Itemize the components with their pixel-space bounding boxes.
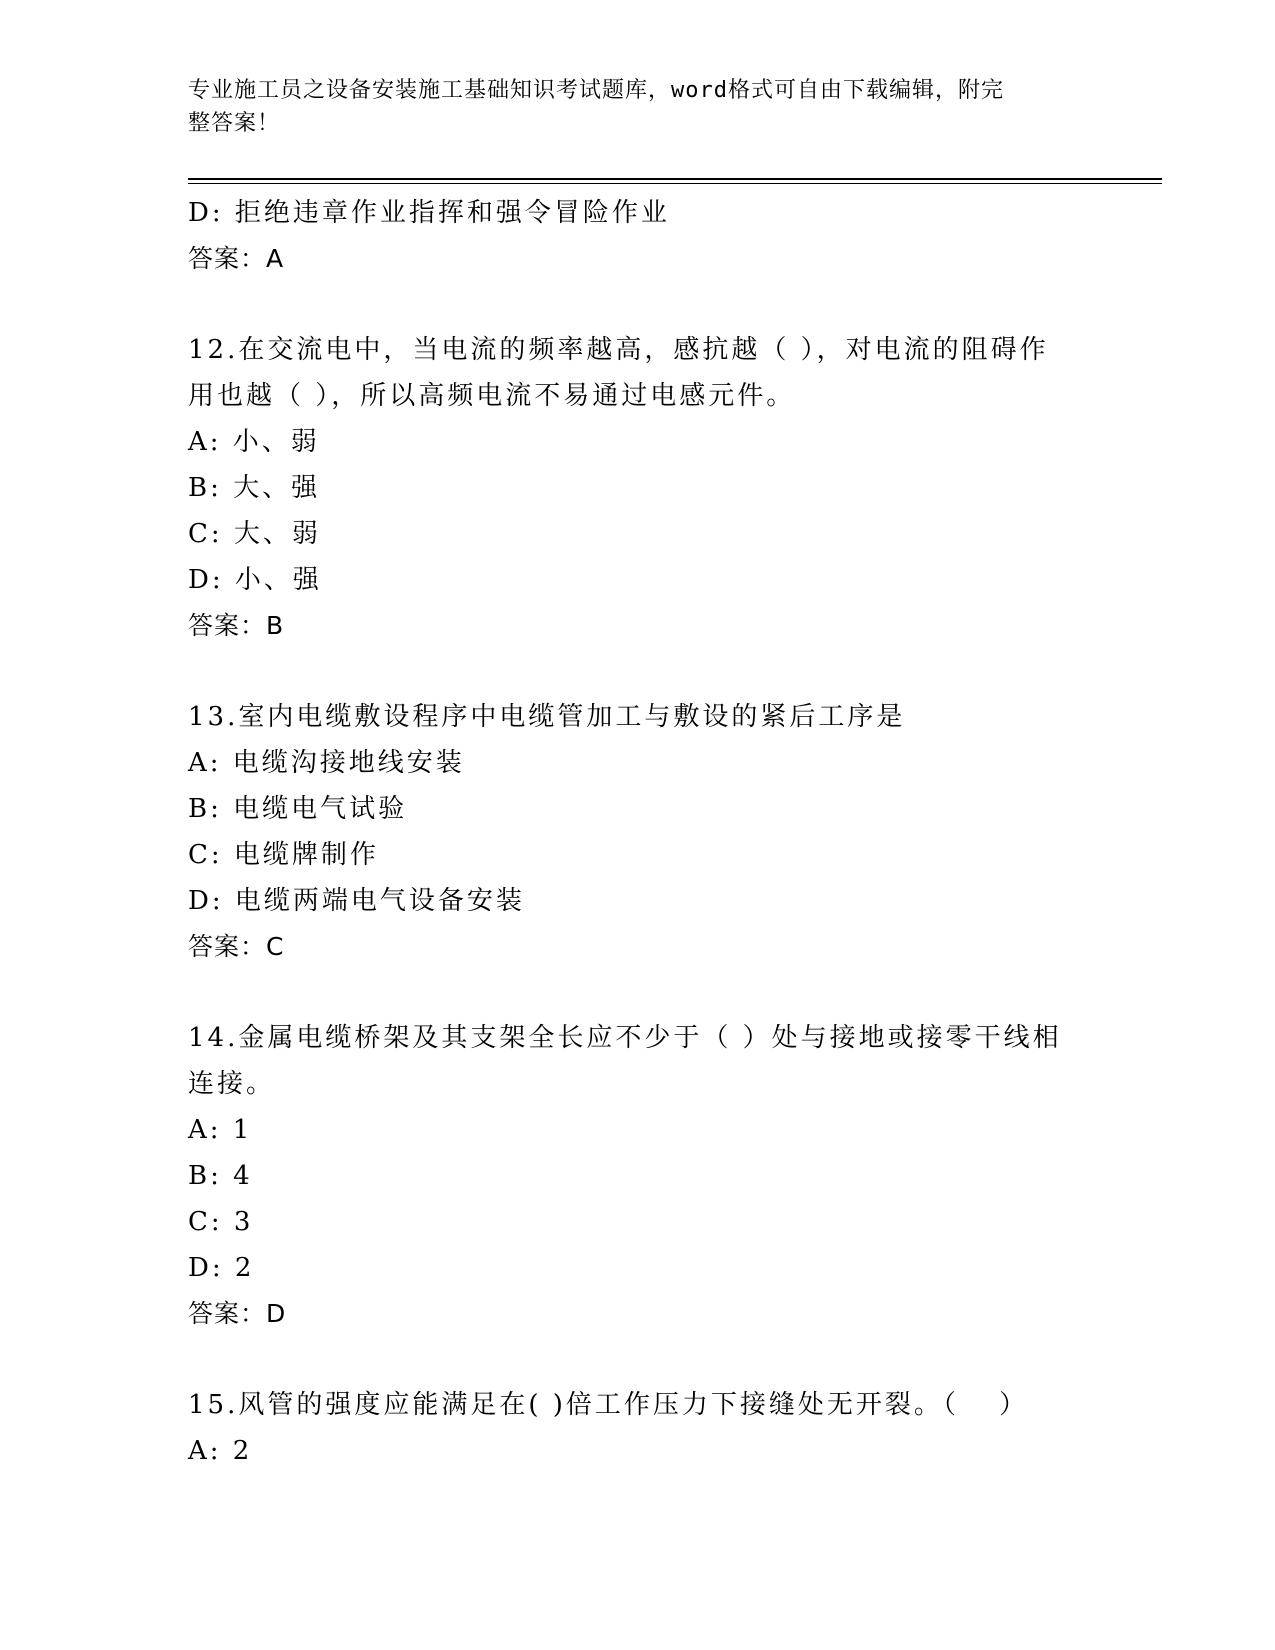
question-15 (188, 1382, 1068, 1474)
question-13 (188, 694, 1068, 970)
answer-line: 答案：C (188, 932, 285, 961)
header-divider-thin (188, 183, 1162, 184)
question-stem: 12.在交流电中，当电流的频率越高，感抗越（ ），对电流的阻碍作 (188, 335, 1049, 365)
question-stem: 15.风管的强度应能满足在( )倍工作压力下接缝处无开裂。（ ） (188, 1390, 1029, 1420)
option-c: C: 大、弱 (188, 519, 321, 549)
option-d: D: 小、强 (188, 565, 322, 595)
question-stem-continued: 用也越（ ），所以高频电流不易通过电感元件。 (188, 381, 796, 411)
question-list (188, 190, 1068, 1474)
option-a: A: 2 (188, 1436, 253, 1466)
option-d: D: 电缆两端电气设备安装 (188, 886, 525, 916)
header-divider-thick (188, 178, 1162, 180)
option-d: D: 2 (188, 1253, 255, 1283)
option-a: A: 1 (188, 1115, 253, 1145)
option-a: A: 电缆沟接地线安装 (188, 748, 465, 778)
question-stem-continued: 连接。 (188, 1069, 276, 1099)
spacer (188, 282, 1068, 327)
option-a: A: 小、弱 (188, 427, 320, 457)
option-b: B: 大、强 (188, 473, 321, 503)
option-c: C: 3 (188, 1207, 254, 1237)
spacer (188, 649, 1068, 694)
option-b: B: 电缆电气试验 (188, 794, 408, 824)
document-header (188, 74, 1068, 140)
question-stem: 13.室内电缆敷设程序中电缆管加工与敷设的紧后工序是 (188, 702, 906, 732)
header-line-1: 专业施工员之设备安装施工基础知识考试题库，word格式可自由下载编辑，附完 (188, 78, 1004, 103)
spacer (188, 1337, 1068, 1382)
answer-line: 答案：A (188, 244, 285, 273)
question-12 (188, 327, 1068, 649)
option-c: C: 电缆牌制作 (188, 840, 379, 870)
option-b: B: 4 (188, 1161, 253, 1191)
answer-line: 答案：D (188, 1299, 287, 1328)
question-14 (188, 1015, 1068, 1337)
answer-line: 答案：B (188, 611, 285, 640)
question-stem: 14.金属电缆桥架及其支架全长应不少于（ ）处与接地或接零干线相 (188, 1023, 1062, 1053)
spacer (188, 970, 1068, 1015)
option-d: D: 拒绝违章作业指挥和强令冒险作业 (188, 198, 670, 228)
header-line-2: 整答案！ (188, 111, 281, 136)
